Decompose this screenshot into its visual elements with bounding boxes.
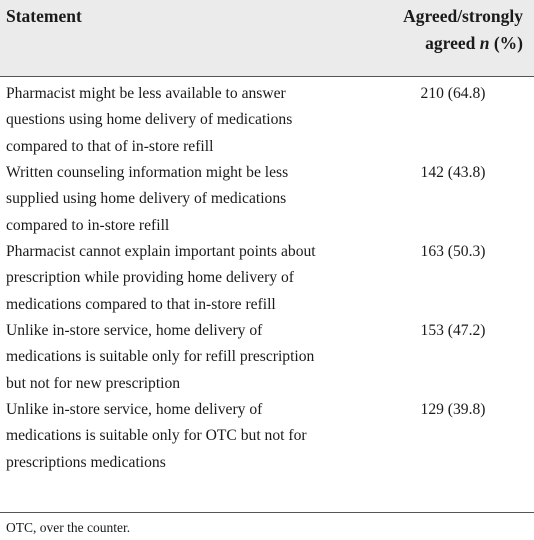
table-header	[0, 0, 534, 76]
table-row	[0, 79, 534, 158]
table-body	[0, 79, 534, 474]
table-footnote: OTC, over the counter.	[6, 520, 131, 535]
row-value: 210 (64.8)	[420, 85, 486, 102]
header-divider	[0, 76, 534, 77]
row-value: 142 (43.8)	[420, 164, 486, 181]
header-agreed-suffix: (%)	[493, 33, 523, 53]
row-statement: Written counseling information might be less supplied using home delivery of medications compared to in-store refill	[6, 164, 289, 234]
footer-divider	[0, 512, 534, 513]
table-row	[0, 158, 534, 237]
header-agreed	[323, 3, 523, 57]
row-value: 129 (39.8)	[420, 401, 486, 418]
table-row	[0, 395, 534, 474]
header-agreed-prefix: agreed	[425, 33, 476, 53]
row-value: 163 (50.3)	[420, 243, 486, 260]
row-value: 153 (47.2)	[420, 322, 486, 339]
table-row	[0, 237, 534, 316]
table-row	[0, 316, 534, 395]
row-statement: Pharmacist might be less available to answer questions using home delivery of medications compared to that of in-store refill	[6, 85, 293, 155]
header-statement: Statement	[6, 6, 82, 26]
header-agreed-n: n	[479, 33, 490, 53]
header-agreed-line1: Agreed/strongly	[403, 6, 523, 26]
row-statement: Unlike in-store service, home delivery of medications is suitable only for refill prescription but not for new prescription	[6, 322, 315, 392]
row-statement: Pharmacist cannot explain important points about prescription while providing home delivery of medications compared to that in-store refill	[6, 243, 316, 313]
row-statement: Unlike in-store service, home delivery of medications is suitable only for OTC but not for prescriptions medications	[6, 401, 307, 471]
